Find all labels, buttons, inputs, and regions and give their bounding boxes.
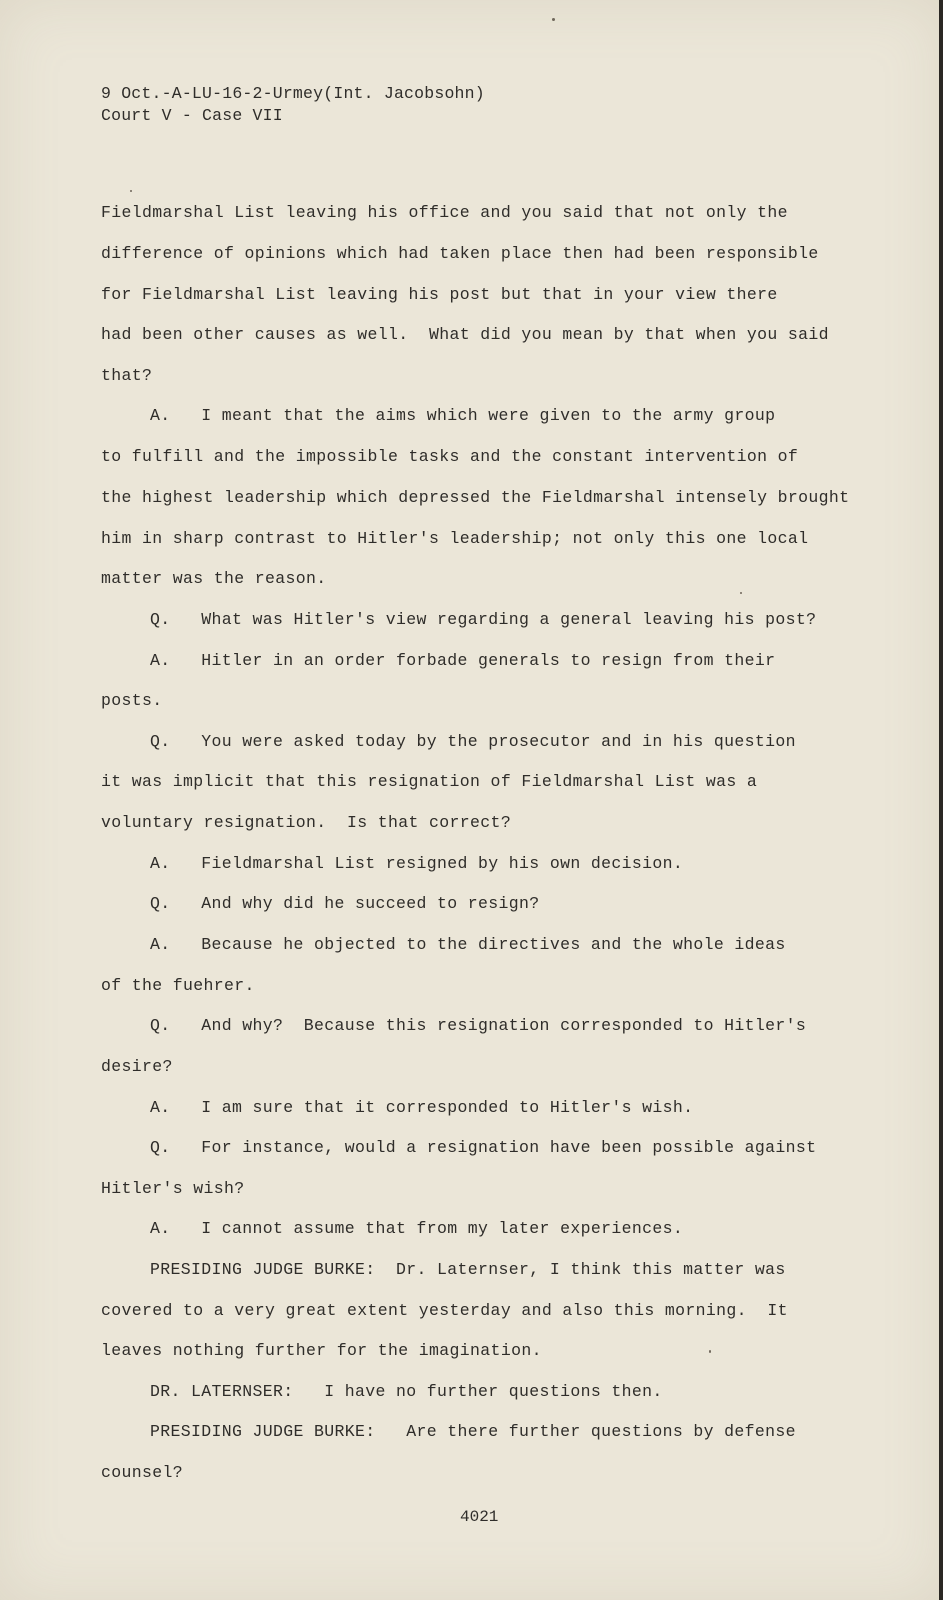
transcript-line: covered to a very great extent yesterday and also this morning. It (101, 1301, 788, 1320)
paper-speck (552, 18, 555, 21)
transcript-line: for Fieldmarshal List leaving his post but that in your view there (101, 285, 778, 304)
transcript-line: the highest leadership which depressed the Fieldmarshal intensely brought (101, 488, 850, 507)
transcript-line: matter was the reason. (101, 569, 327, 588)
transcript-line: Q. And why did he succeed to resign? (150, 894, 540, 913)
transcript-line: A. I meant that the aims which were given to the army group (150, 406, 776, 425)
transcript-line: A. Fieldmarshal List resigned by his own decision. (150, 854, 684, 873)
transcript-line: voluntary resignation. Is that correct? (101, 813, 512, 832)
transcript-line: Q. What was Hitler's view regarding a general leaving his post? (150, 610, 817, 629)
transcript-line: of the fuehrer. (101, 976, 255, 995)
transcript-line: A. Because he objected to the directives and the whole ideas (150, 935, 786, 954)
transcript-line: Fieldmarshal List leaving his office and you said that not only the (101, 203, 788, 222)
transcript-line: it was implicit that this resignation of Fieldmarshal List was a (101, 772, 758, 791)
transcript-line: to fulfill and the impossible tasks and the constant intervention of (101, 447, 799, 466)
page-edge-shadow (939, 0, 943, 1600)
document-header (101, 83, 485, 127)
transcript-line: posts. (101, 691, 163, 710)
transcript-line: difference of opinions which had taken place then had been responsible (101, 244, 819, 263)
transcript-line: counsel? (101, 1463, 184, 1482)
transcript-line: that? (101, 366, 153, 385)
paper-speck (709, 1350, 711, 1353)
transcript-line: DR. LATERNSER: I have no further questions then. (150, 1382, 663, 1401)
transcript-line: A. Hitler in an order forbade generals to resign from their (150, 651, 776, 670)
header-court-case: Court V - Case VII (101, 106, 283, 125)
transcript-line: leaves nothing further for the imagination. (101, 1341, 542, 1360)
transcript-line: Q. And why? Because this resignation corresponded to Hitler's (150, 1016, 807, 1035)
page-number: 4021 (460, 1508, 499, 1526)
transcript-line: Q. For instance, would a resignation have been possible against (150, 1138, 817, 1157)
transcript-line: Hitler's wish? (101, 1179, 245, 1198)
transcript-line: PRESIDING JUDGE BURKE: Dr. Laternser, I think this matter was (150, 1260, 786, 1279)
header-reference: 9 Oct.-A-LU-16-2-Urmey(Int. Jacobsohn) (101, 84, 485, 103)
transcript-line: Q. You were asked today by the prosecutor and in his question (150, 732, 796, 751)
transcript-line: PRESIDING JUDGE BURKE: Are there further questions by defense (150, 1422, 796, 1441)
transcript-line: A. I cannot assume that from my later experiences. (150, 1219, 684, 1238)
paper-speck (130, 190, 132, 192)
transcript-line: him in sharp contrast to Hitler's leadership; not only this one local (101, 529, 809, 548)
paper-speck (740, 592, 742, 594)
transcript-line: had been other causes as well. What did you mean by that when you said (101, 325, 829, 344)
transcript-line: A. I am sure that it corresponded to Hitler's wish. (150, 1098, 694, 1117)
transcript-line: desire? (101, 1057, 173, 1076)
